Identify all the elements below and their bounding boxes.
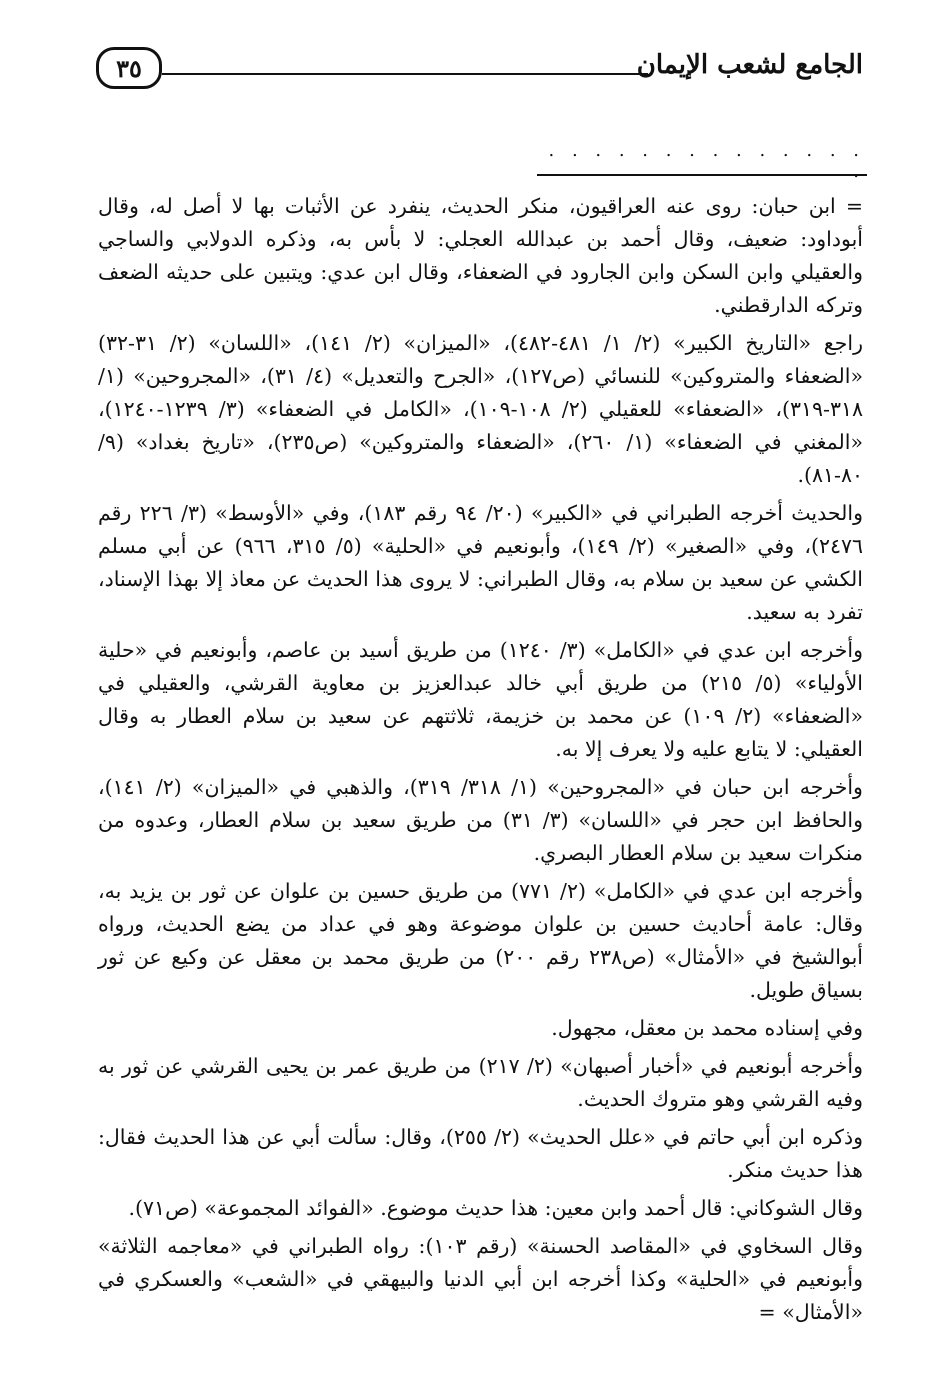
page-header: [96, 40, 863, 104]
paragraph: وأخرجه ابن حبان في «المجروحين» (١/ ٣١٨/ ٣١٩)، والذهبي في «الميزان» (٢/ ١٤١)، والحافظ ابن حجر في «اللسان» (٣/ ٣١) من طريق سعيد بن سلام العطار، وعدوه من منكرات سعيد بن سلام العطار البصري.: [98, 775, 863, 865]
paragraph: وقال الشوكاني: قال أحمد وابن معين: هذا حديث موضوع. «الفوائد المجموعة» (ص٧١).: [128, 1196, 863, 1220]
paragraph: وأخرجه أبونعيم في «أخبار أصبهان» (٢/ ٢١٧) من طريق عمر بن يحيى القرشي عن ثور به وفيه القرشي وهو متروك الحديث.: [98, 1054, 863, 1111]
footnote-dots: . . . . . . . . . . . . . . .: [548, 140, 865, 182]
paragraph: وذكره ابن أبي حاتم في «علل الحديث» (٢/ ٢٥٥)، وقال: سألت أبي عن هذا الحديث فقال: هذا حديث منكر.: [98, 1125, 863, 1182]
header-rule: [162, 73, 648, 75]
paragraph: راجع «التاريخ الكبير» (٢/ ١/ ٤٨١-٤٨٢)، «الميزان» (٢/ ١٤١)، «اللسان» (٢/ ٣١-٣٢) «الضعفاء والمتروكين» للنسائي (ص١٢٧)، «الجرح والتعديل» (٤/ ٣١)، «المجروحين» (١/ ٣١٨-٣١٩)، «الضعفاء» للعقيلي (٢/ ١٠٨-١٠٩)، «الكامل في الضعفاء» (٣/ ١٢٣٩-١٢٤٠)، «المغني في الضعفاء» (١/ ٢٦٠)، «الضعفاء والمتروكين» (ص٢٣٥)، «تاريخ بغداد» (٩/ ٨٠-٨١).: [98, 331, 863, 487]
paragraph: وفي إسناده محمد بن معقل، مجهول.: [551, 1016, 863, 1040]
paragraph: وأخرجه ابن عدي في «الكامل» (٣/ ١٢٤٠) من طريق أسيد بن عاصم، وأبونعيم في «حلية الأولياء» (٥/ ٢١٥) من طريق أبي خالد عبدالعزيز بن معاوية القرشي، والعقيلي في «الضعفاء» (٢/ ١٠٩) عن محمد بن خزيمة، ثلاثتهم عن سعيد بن سلام العطار به وقال العقيلي: لا يتابع عليه ولا يعرف إلا به.: [98, 638, 863, 761]
paragraph: والحديث أخرجه الطبراني في «الكبير» (٢٠/ ٩٤ رقم ١٨٣)، وفي «الأوسط» (٣/ ٢٢٦ رقم ٢٤٧٦)، وفي «الصغير» (٢/ ١٤٩)، وأبونعيم في «الحلية» (٥/ ٣١٥، ٩٦٦) عن أبي مسلم الكشي عن سعيد بن سلام به، وقال الطبراني: لا يروى هذا الحديث عن معاذ إلا بهذا الإسناد، تفرد به سعيد.: [98, 501, 863, 624]
paragraph: وأخرجه ابن عدي في «الكامل» (٢/ ٧٧١) من طريق حسين بن علوان عن ثور بن يزيد به، وقال: عامة أحاديث حسين بن علوان موضوعة وهو في عداد من يضع الحديث، ورواه أبوالشيخ في «الأمثال» (ص٢٣٨ رقم ٢٠٠) من طريق محمد بن معقل عن وكيع عن ثور بسياق طويل.: [98, 879, 863, 1002]
footnote-rule: [537, 174, 867, 176]
paragraph: وقال السخاوي في «المقاصد الحسنة» (رقم ١٠٣): رواه الطبراني في «معاجمه الثلاثة» وأبونعيم في «الحلية» وكذا أخرجه ابن أبي الدنيا والبيهقي في «الشعب» والعسكري في «الأمثال» =: [98, 1234, 864, 1324]
running-title: الجامع لشعب الإيمان: [636, 50, 863, 80]
footnote-body: [98, 190, 863, 1334]
page-number: ٣٥: [96, 47, 162, 89]
paragraph: = ابن حبان: روى عنه العراقيون، منكر الحديث، ينفرد عن الأثبات بها لا أصل له، وقال أبوداود: ضعيف، وقال أحمد بن عبدالله العجلي: لا بأس به، وذكره الدولابي والساجي والعقيلي وابن السكن وابن الجارود في الضعفاء، وقال ابن عدي: ويتبين على حديثه الضعف وتركه الدارقطني.: [98, 194, 863, 317]
